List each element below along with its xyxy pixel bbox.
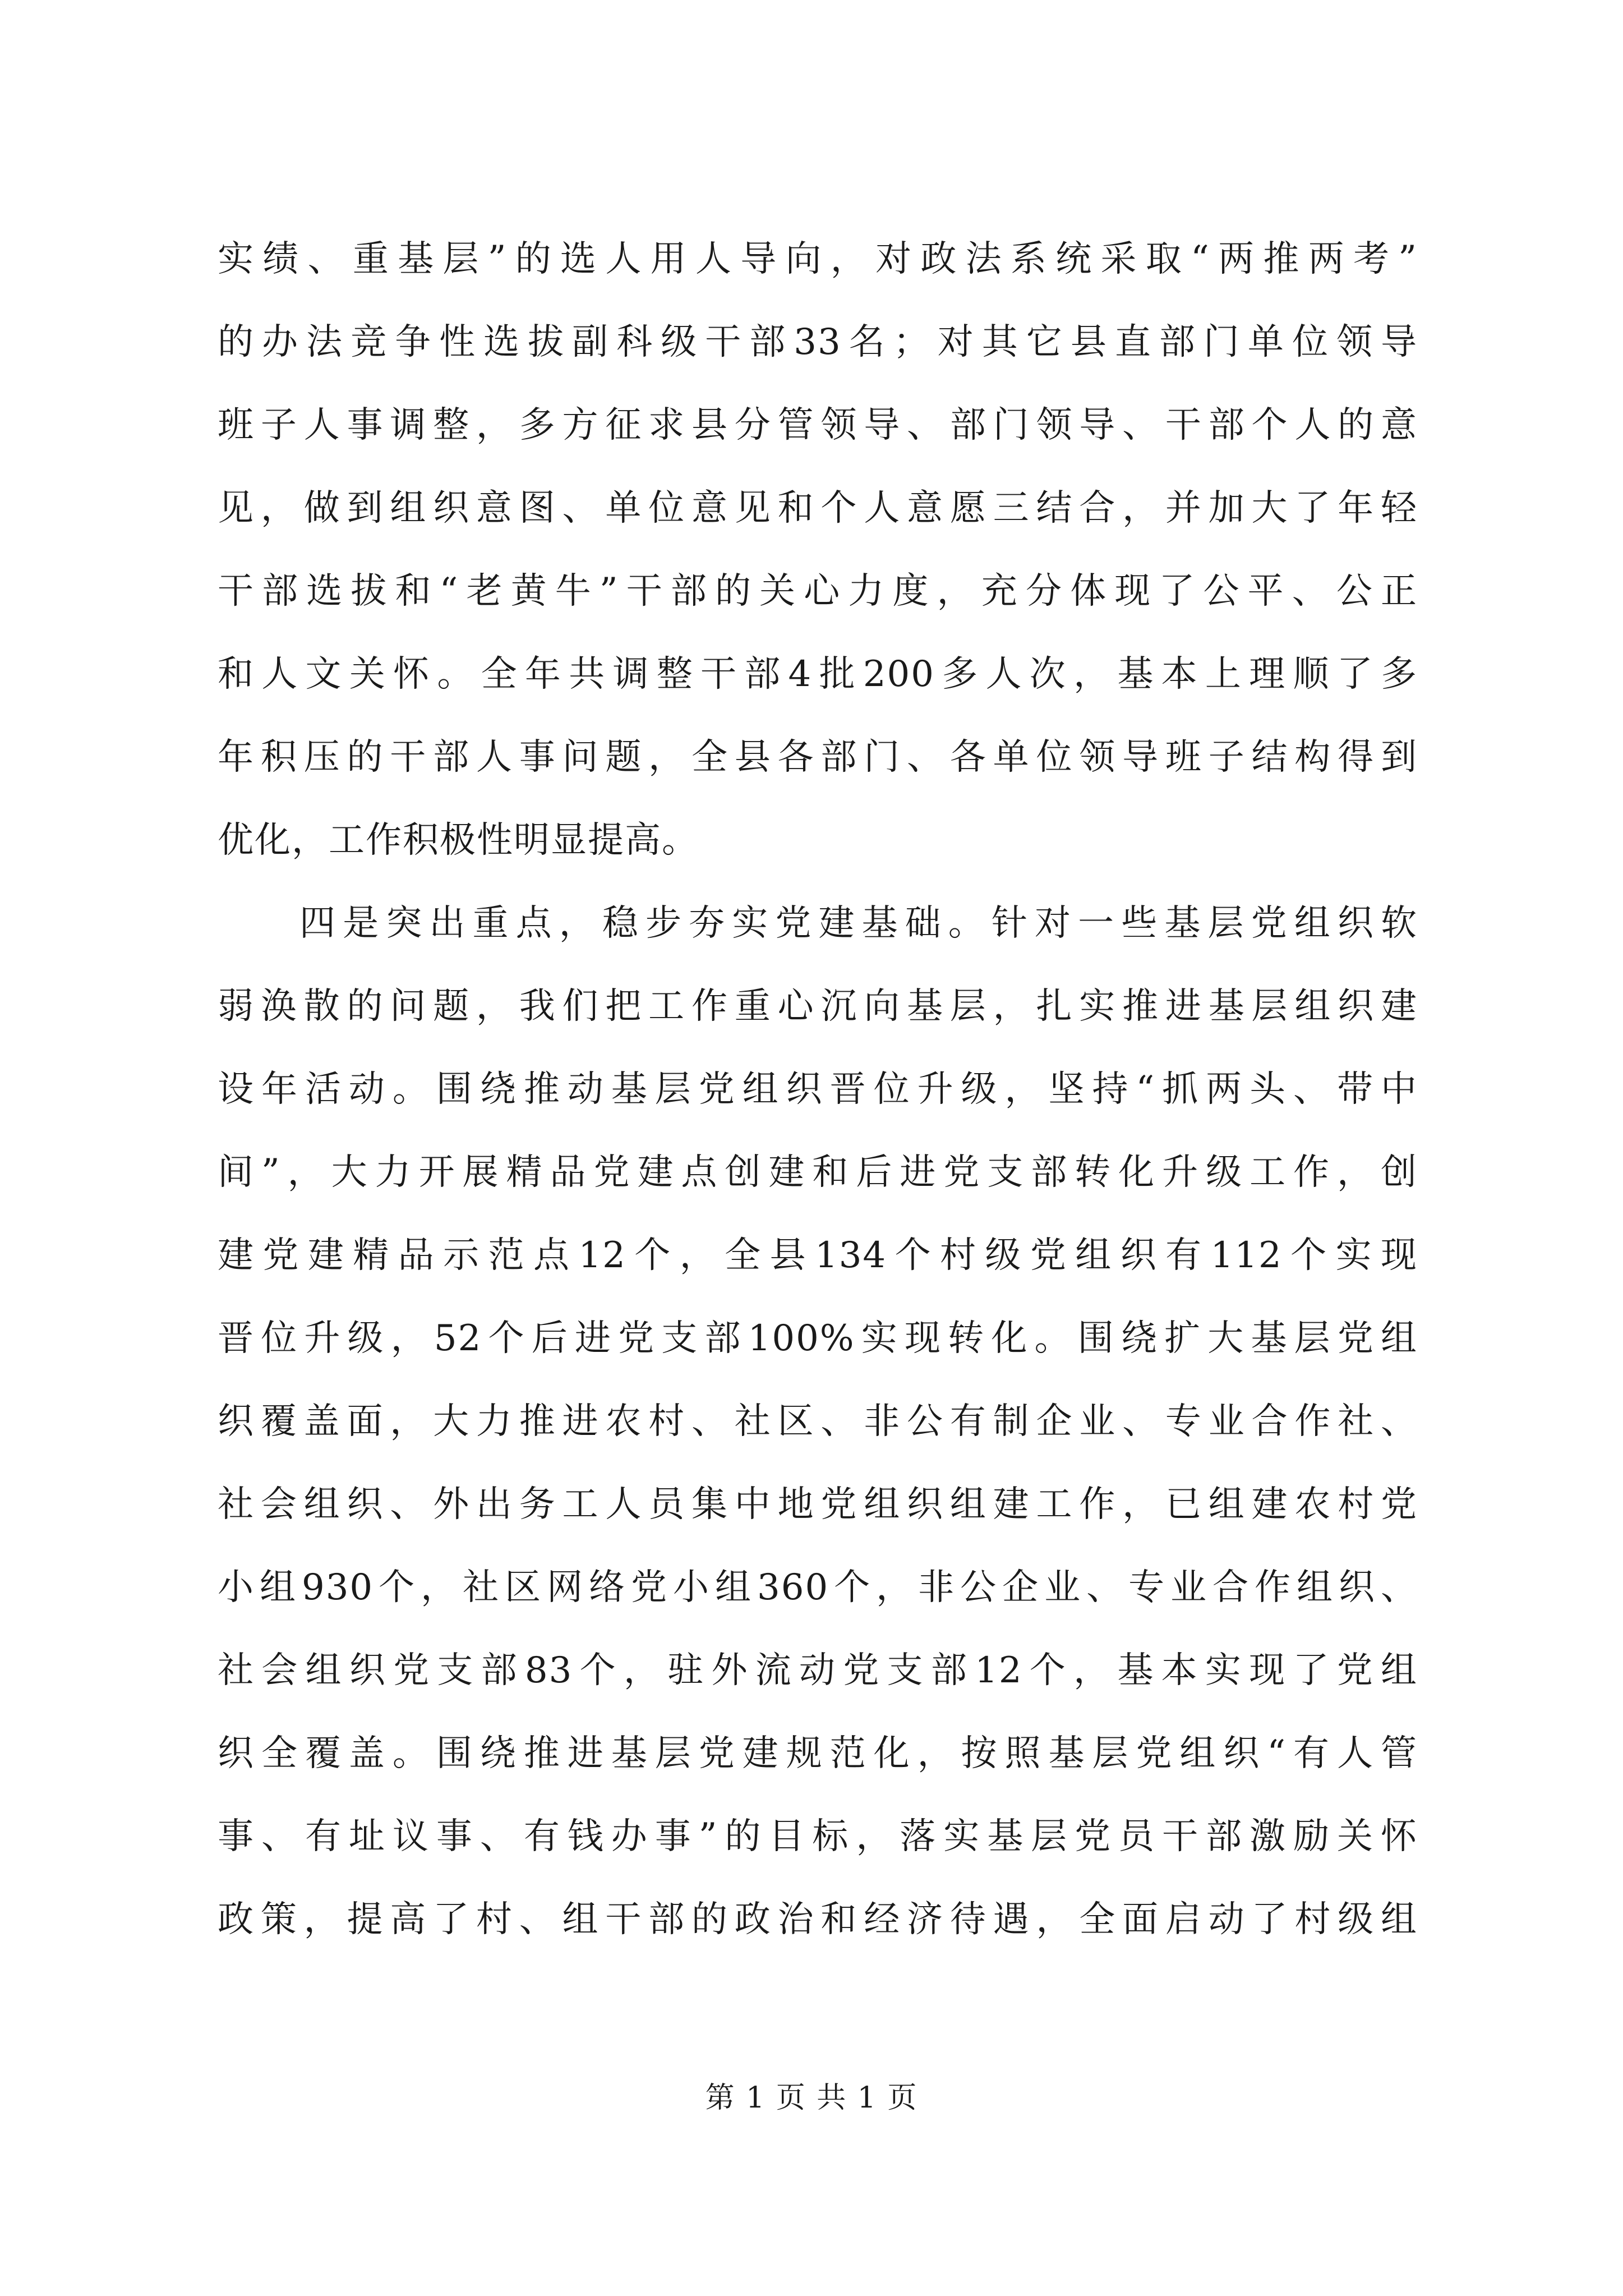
text-line: 干部选拔和“老黄牛”干部的关心力度，充分体现了公平、公正 [218,570,1418,612]
text-line: 优化，工作积极性明显提高。 [218,820,699,861]
text-line: 的办法竞争性选拔副科级干部33名；对其它县直部门单位领导 [218,321,1418,363]
text-line: 晋位升级，52个后进党支部100%实现转化。围绕扩大基层党组 [218,1318,1418,1359]
text-line: 见，做到组织意图、单位意见和个人意愿三结合，并加大了年轻 [218,487,1418,529]
text-line: 织全覆盖。围绕推进基层党建规范化，按照基层党组织“有人管 [218,1733,1418,1774]
page-footer [0,2076,1623,2120]
text-line: 政策，提高了村、组干部的政治和经济待遇，全面启动了村级组 [218,1899,1418,1940]
body-text [218,218,1418,1961]
text-line: 建党建精品示范点12个，全县134个村级党组织有112个实现 [218,1235,1418,1276]
text-line: 织覆盖面，大力推进农村、社区、非公有制企业、专业合作社、 [218,1401,1418,1442]
text-line: 班子人事调整，多方征求县分管领导、部门领导、干部个人的意 [218,404,1418,446]
text-line: 事、有址议事、有钱办事”的目标，落实基层党员干部激励关怀 [218,1816,1418,1857]
text-line: 社会组织党支部83个，驻外流动党支部12个，基本实现了党组 [218,1650,1418,1691]
text-line: 年积压的干部人事问题，全县各部门、各单位领导班子结构得到 [218,737,1418,778]
paragraph-first-line: 四是突出重点，稳步夯实党建基础。针对一些基层党组织软 [299,903,1418,944]
text-line: 小组930个，社区网络党小组360个，非公企业、专业合作组织、 [218,1567,1418,1608]
text-line: 弱涣散的问题，我们把工作重心沉向基层，扎实推进基层组织建 [218,986,1418,1027]
text-line: 设年活动。围绕推动基层党组织晋位升级，坚持“抓两头、带中 [218,1069,1418,1110]
text-line: 实绩、重基层”的选人用人导向，对政法系统采取“两推两考” [218,238,1418,280]
text-line: 间”，大力开展精品党建点创建和后进党支部转化升级工作，创 [218,1152,1418,1193]
text-line: 社会组织、外出务工人员集中地党组织组建工作，已组建农村党 [218,1484,1418,1525]
text-line: 和人文关怀。全年共调整干部4批200多人次，基本上理顺了多 [218,654,1418,695]
page-number-label: 第 1 页 共 1 页 [705,2081,918,2115]
